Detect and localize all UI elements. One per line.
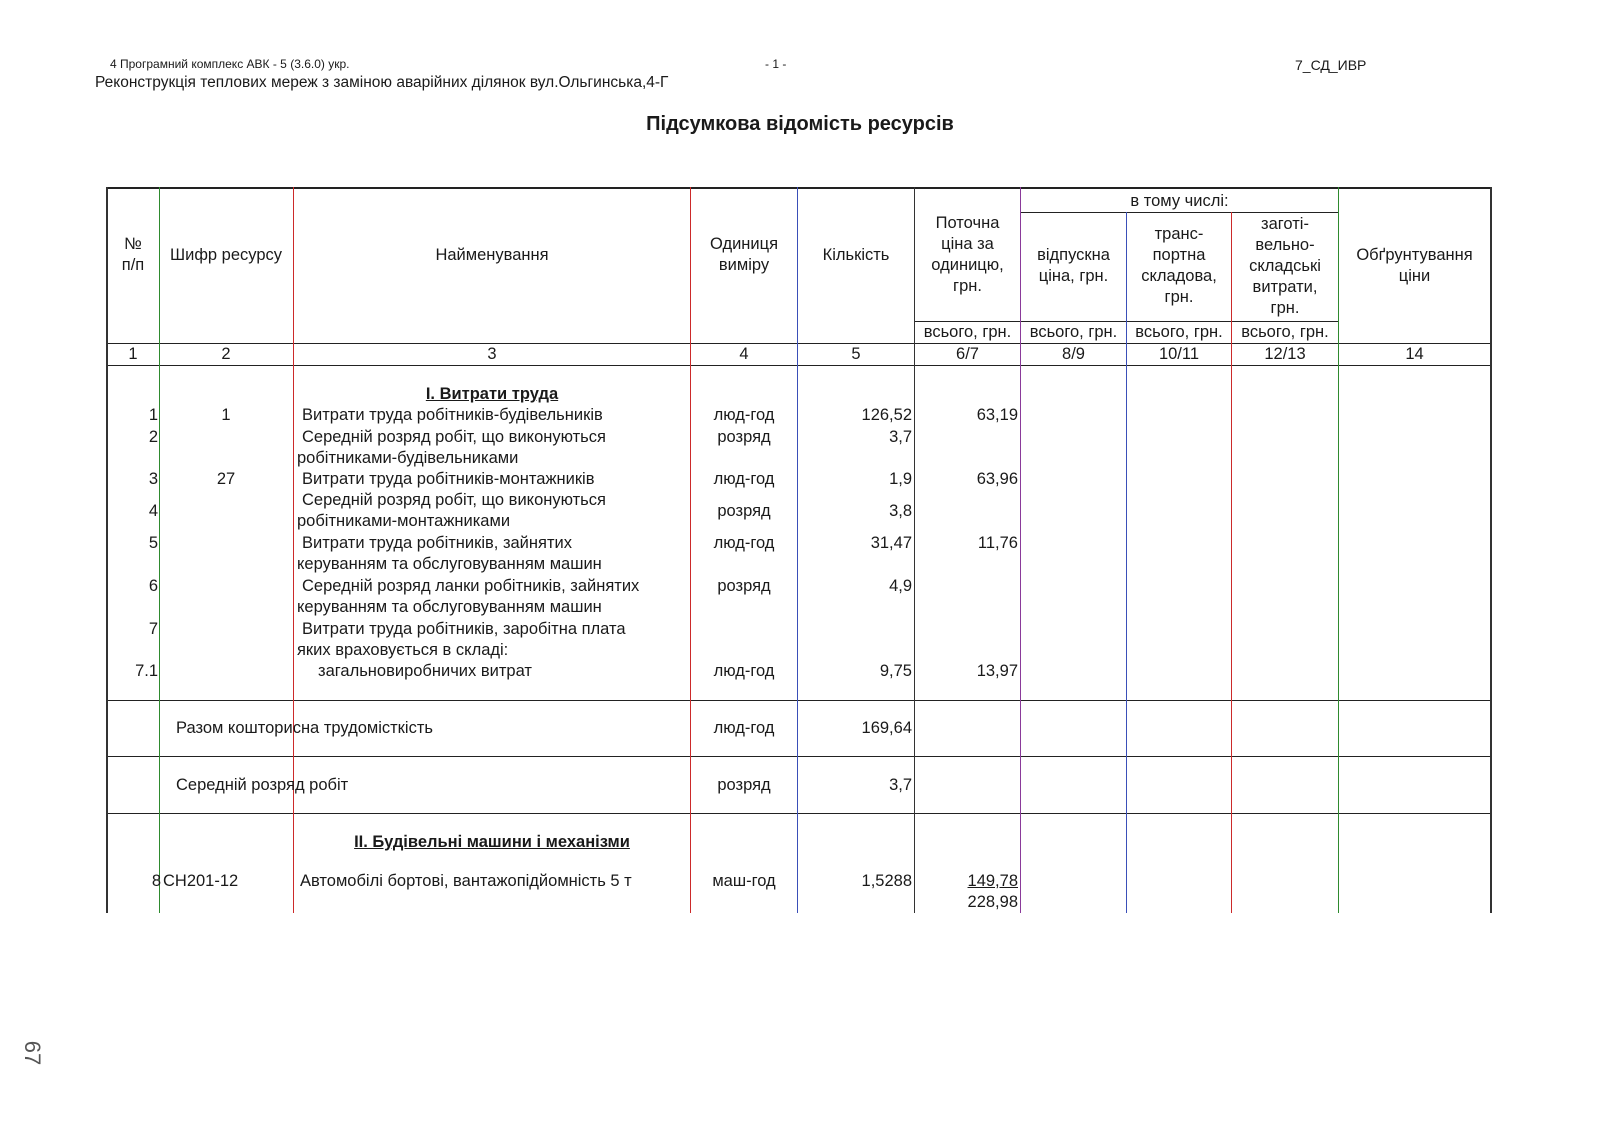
incl-separator	[1020, 212, 1338, 213]
row-price	[915, 871, 1018, 892]
row-price: 63,19	[976, 406, 1018, 424]
row-unit: люд-год	[713, 470, 775, 488]
col-header-wholesale-1: відпускна	[1037, 246, 1110, 264]
row-name: Середній розряд ланки робітників, зайнятих	[302, 577, 640, 595]
col-header-price-1: Поточна	[935, 214, 1000, 232]
total-label-price: всього, грн.	[923, 323, 1012, 341]
row-price: 63,96	[976, 470, 1018, 488]
row-unit: люд-год	[713, 534, 775, 552]
row-number: 8	[151, 872, 161, 890]
total-unit: розряд	[717, 776, 771, 794]
col-header-justify-2: ціни	[1398, 267, 1431, 285]
document-code: 7_СД_ИВР	[1295, 57, 1367, 73]
row-qty: 3,8	[889, 502, 912, 520]
row-number: 6	[148, 577, 158, 595]
row-unit: розряд	[717, 577, 771, 595]
total-label-wholesale: всього, грн.	[1029, 323, 1118, 341]
col-header-including: в тому числі:	[1130, 192, 1229, 210]
row-unit: люд-год	[713, 406, 775, 424]
col-border-2	[293, 187, 294, 913]
program-label: 4 Програмний комплекс АВК - 5 (3.6.0) укр.	[110, 57, 350, 71]
total-qty: 3,7	[889, 776, 912, 794]
row-qty: 126,52	[861, 406, 912, 424]
col-number-9: 12/13	[1264, 345, 1306, 363]
table-top-border	[106, 187, 1492, 189]
col-header-transport-3: складова,	[1141, 267, 1217, 285]
col-header-transport-4: грн.	[1164, 288, 1194, 306]
row-unit: маш-год	[712, 872, 776, 890]
row-name-cont: керуванням та обслуговуванням машин	[297, 598, 602, 616]
col-header-num-1: №	[124, 235, 142, 253]
col-header-num-2: п/п	[121, 256, 145, 274]
col-header-wholesale-2: ціна, грн.	[1038, 267, 1109, 285]
row-name: Автомобілі бортові, вантажопідйомність 5 т	[300, 872, 632, 890]
row-price: 11,76	[977, 534, 1018, 552]
page-number: - 1 -	[765, 57, 787, 71]
total-qty: 169,64	[861, 719, 912, 737]
row-name: Витрати труда робітників, зайнятих	[302, 534, 572, 552]
row-unit: люд-год	[713, 662, 775, 680]
row-price: 13,97	[976, 662, 1018, 680]
col-border-right	[1490, 187, 1492, 913]
row-code: СН201-12	[163, 872, 239, 890]
col-header-procure-4: витрати,	[1252, 278, 1318, 296]
total-label-transport: всього, грн.	[1135, 323, 1223, 341]
row-unit: розряд	[717, 428, 771, 446]
col-header-transport-1: транс-	[1154, 225, 1204, 243]
col-header-price-4: грн.	[953, 277, 982, 295]
row-qty: 1,9	[889, 470, 912, 488]
row-name-cont: робітниками-будівельниками	[297, 449, 519, 467]
row-qty: 31,47	[870, 534, 912, 552]
col-header-procure-1: заготі-	[1261, 215, 1309, 233]
row-code: 27	[216, 470, 236, 488]
col-header-price-3: одиницю,	[931, 256, 1004, 274]
row-name: Витрати труда робітників-будівельників	[302, 406, 603, 424]
col-number-2: 2	[221, 345, 231, 363]
total-label: Середній розряд робіт	[176, 776, 349, 794]
col-border-7	[1126, 212, 1127, 913]
row-number: 2	[148, 428, 158, 446]
col-header-procure-2: вельно-	[1255, 236, 1315, 254]
col-header-code: Шифр ресурсу	[169, 246, 283, 264]
total-unit: люд-год	[713, 719, 775, 737]
col-header-unit-1: Одиниця	[709, 235, 779, 253]
col-header-justify-1: Обґрунтування	[1356, 246, 1473, 264]
total-label: Разом кошторисна трудомісткість	[176, 719, 433, 737]
col-number-4: 4	[739, 345, 749, 363]
row-qty: 4,9	[889, 577, 912, 595]
col-border-9	[1338, 187, 1339, 913]
row-price-alt: 228,98	[967, 893, 1018, 911]
col-header-procure-3: складські	[1249, 257, 1321, 275]
row-number: 4	[148, 502, 158, 520]
row-number: 7.1	[135, 662, 158, 680]
divider-line-2	[108, 756, 1490, 757]
row-qty: 9,75	[879, 662, 912, 680]
row-name-cont: робітниками-монтажниками	[297, 512, 511, 530]
row-number: 5	[148, 534, 158, 552]
col-number-6: 6/7	[956, 345, 979, 363]
col-header-transport-2: портна	[1152, 246, 1206, 264]
project-title: Реконструкція теплових мереж з заміною аварійних ділянок вул.Ольгинська,4-Г	[95, 74, 669, 91]
row-qty: 3,7	[889, 428, 912, 446]
row-unit: розряд	[717, 502, 771, 520]
total-label-procure: всього, грн.	[1241, 323, 1329, 341]
col-header-name: Найменування	[435, 246, 549, 264]
row-name: Витрати труда робітників-монтажників	[302, 470, 595, 488]
col-number-5: 5	[851, 345, 861, 363]
col-number-1: 1	[128, 345, 138, 363]
col-header-procure-5: грн.	[1270, 299, 1300, 317]
col-header-price-2: ціна за	[941, 235, 994, 253]
col-border-1	[159, 187, 160, 913]
row-price-value: 149,78	[967, 872, 1018, 890]
row-number: 3	[148, 470, 158, 488]
row-qty: 1,5288	[861, 872, 912, 890]
row-code: 1	[221, 406, 231, 424]
margin-page-mark: 67	[20, 1040, 46, 1066]
row-name: Середній розряд робіт, що виконуються	[302, 491, 606, 509]
section-title-labor: І. Витрати труда	[425, 385, 559, 403]
col-border-6	[1020, 187, 1021, 913]
col-header-unit-2: виміру	[718, 256, 770, 274]
row-name-cont: керуванням та обслуговуванням машин	[297, 555, 602, 573]
row-number: 1	[148, 406, 158, 424]
section-title-machines: ІІ. Будівельні машини і механізми	[354, 833, 630, 851]
col-number-10: 14	[1405, 345, 1424, 363]
row-name: загальновиробничих витрат	[318, 662, 532, 680]
col-header-qty: Кількість	[822, 246, 890, 264]
row-name-cont: яких враховується в складі:	[297, 641, 509, 659]
col-number-3: 3	[487, 345, 497, 363]
row-name: Витрати труда робітників, заробітна плата	[302, 620, 626, 638]
row-name: Середній розряд робіт, що виконуються	[302, 428, 606, 446]
divider-line-1	[108, 700, 1490, 701]
divider-line-3	[108, 813, 1490, 814]
document-title: Підсумкова відомість ресурсів	[646, 113, 954, 135]
col-number-8: 10/11	[1158, 345, 1200, 363]
row-number: 7	[148, 620, 158, 638]
numbers-bottom-line	[106, 365, 1492, 366]
col-number-7: 8/9	[1062, 345, 1085, 363]
